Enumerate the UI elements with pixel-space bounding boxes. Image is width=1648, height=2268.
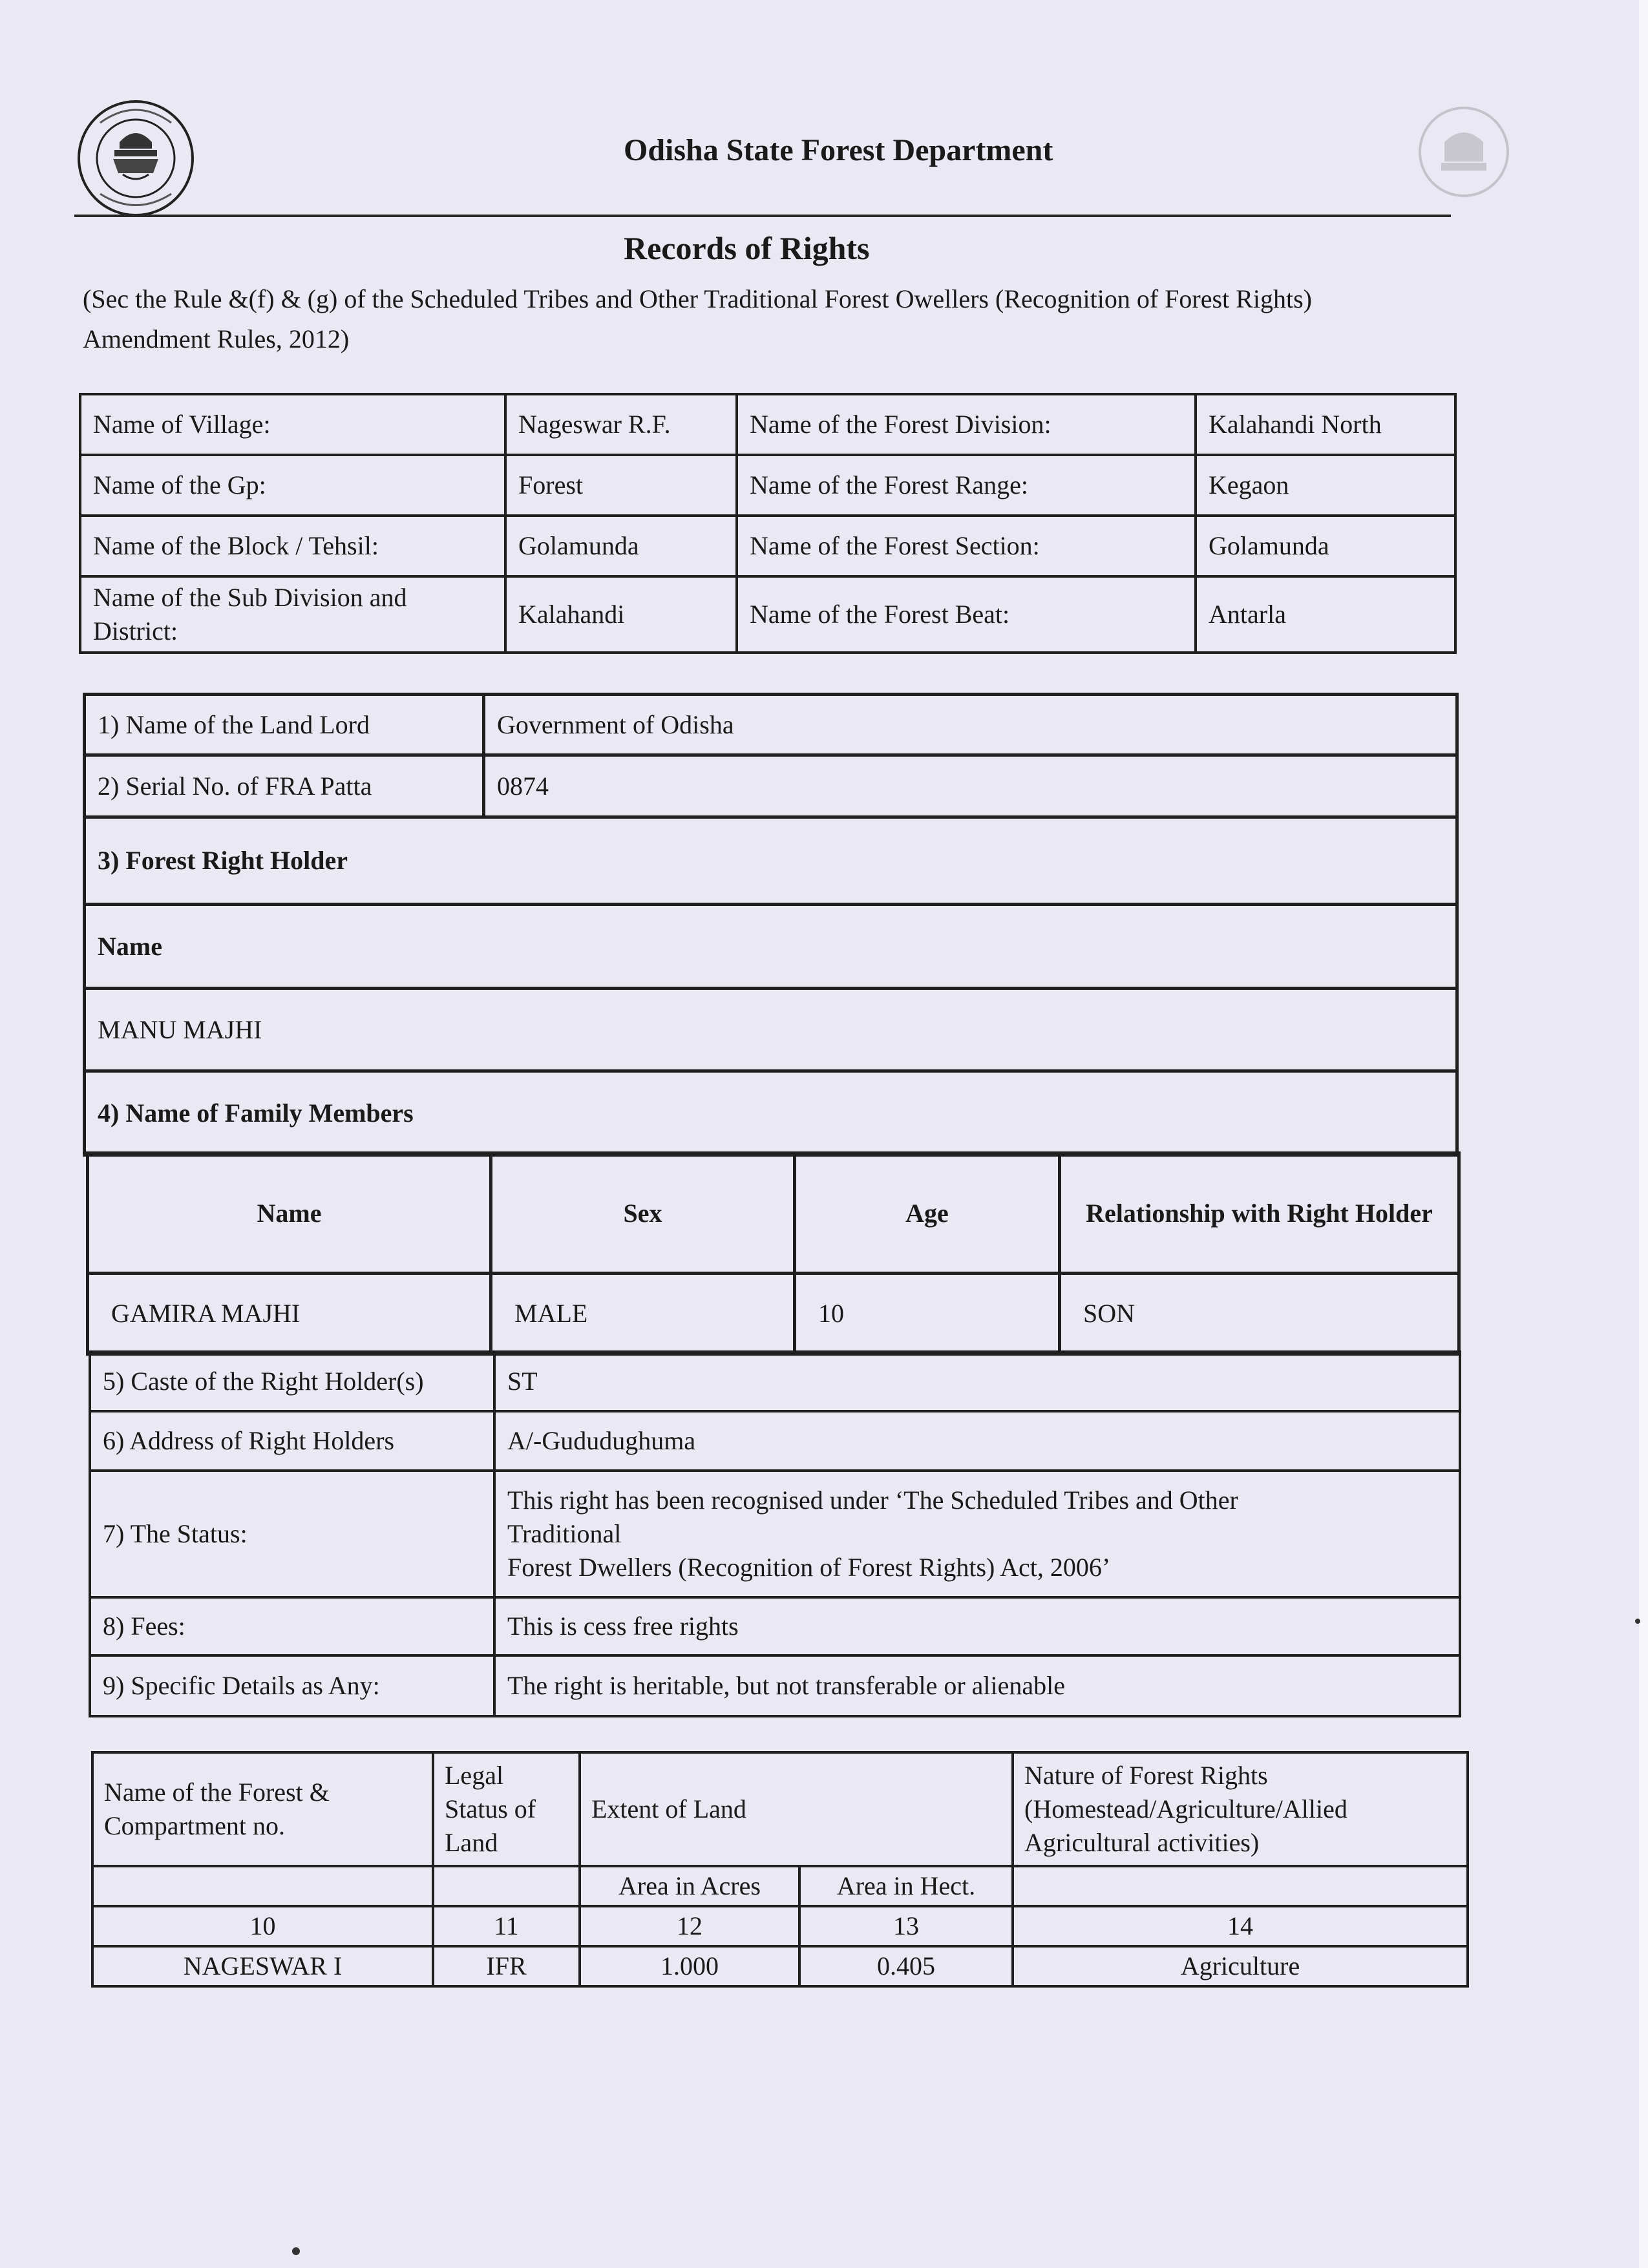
col-extent-of-land: Extent of Land [580,1752,1013,1866]
section-label: Name of the Forest Section: [737,516,1196,576]
family-member-name: GAMIRA MAJHI [88,1274,491,1354]
column-number: 14 [1013,1906,1468,1946]
page-edge [1639,0,1648,2268]
range-value: Kegaon [1196,455,1455,516]
division-value: Kalahandi North [1196,394,1455,455]
details-table [89,1350,1461,1717]
family-header-relationship: Relationship with Right Holder [1060,1153,1459,1274]
section-value: Golamunda [1196,516,1455,576]
status-line-1: This right has been recognised under ‘The Scheduled Tribes and Other [507,1486,1238,1515]
blank-cell [1013,1866,1468,1906]
status-value [494,1471,1460,1597]
name-heading: Name [85,905,1457,989]
status-line-2: Traditional [507,1519,622,1548]
nature-of-rights-value: Agriculture [1013,1946,1468,1986]
right-holder-table [83,693,1459,1157]
address-label: 6) Address of Right Holders [90,1411,494,1471]
column-number: 13 [799,1906,1013,1946]
subdivision-value: Kalahandi [505,576,737,653]
odisha-state-emblem-icon [74,97,197,220]
col-legal-status: Legal Status of Land [433,1752,580,1866]
document-title: Records of Rights [624,230,870,266]
column-number: 10 [92,1906,433,1946]
family-header-age: Age [795,1153,1060,1274]
column-number: 12 [580,1906,799,1946]
column-number: 11 [433,1906,580,1946]
family-members-table [86,1151,1461,1356]
area-hect-value: 0.405 [799,1946,1013,1986]
fees-value: This is cess free rights [494,1597,1460,1655]
block-label: Name of the Block / Tehsil: [80,516,505,576]
beat-value: Antarla [1196,576,1455,653]
col-nature-of-rights: Nature of Forest Rights (Homestead/Agriculture/Allied Agricultural activities) [1013,1752,1468,1866]
ink-speck [1635,1619,1640,1624]
fees-label: 8) Fees: [90,1597,494,1655]
block-value: Golamunda [505,516,737,576]
department-title: Odisha State Forest Department [624,133,1053,167]
sub-area-acres: Area in Acres [580,1866,799,1906]
beat-label: Name of the Forest Beat: [737,576,1196,653]
faded-emblem-icon [1415,103,1512,200]
caste-value: ST [494,1352,1460,1411]
blank-cell [433,1866,580,1906]
range-label: Name of the Forest Range: [737,455,1196,516]
subdivision-label: Name of the Sub Division and District: [80,576,505,653]
village-label: Name of Village: [80,394,505,455]
blank-cell [92,1866,433,1906]
sub-area-hect: Area in Hect. [799,1866,1013,1906]
family-member-sex: MALE [491,1274,795,1354]
address-value: A/-Gududughuma [494,1411,1460,1471]
gp-label: Name of the Gp: [80,455,505,516]
document-subtitle: (Sec the Rule &(f) & (g) of the Scheduled Tribes and Other Traditional Forest Owellers (Recognition of Forest Rights) Amendment Rules, 2012) [83,284,1312,353]
forest-compartment-value: NAGESWAR I [92,1946,433,1986]
gp-value: Forest [505,455,737,516]
family-header-sex: Sex [491,1153,795,1274]
status-line-3: Forest Dwellers (Recognition of Forest Rights) Act, 2006’ [507,1553,1111,1582]
holder-heading: 3) Forest Right Holder [85,817,1457,905]
legal-status-value: IFR [433,1946,580,1986]
ink-speck [292,2247,300,2255]
specific-value: The right is heritable, but not transferable or alienable [494,1655,1460,1716]
land-table [91,1751,1469,1988]
serial-value: 0874 [484,755,1457,817]
caste-label: 5) Caste of the Right Holder(s) [90,1352,494,1411]
location-table [79,393,1457,654]
family-member-age: 10 [795,1274,1060,1354]
village-value: Nageswar R.F. [505,394,737,455]
table-row [92,1946,1468,1986]
area-acres-value: 1.000 [580,1946,799,1986]
specific-label: 9) Specific Details as Any: [90,1655,494,1716]
landlord-label: 1) Name of the Land Lord [85,695,484,755]
serial-label: 2) Serial No. of FRA Patta [85,755,484,817]
header-divider [74,215,1451,217]
family-heading: 4) Name of Family Members [85,1071,1457,1155]
holder-name: MANU MAJHI [85,989,1457,1071]
table-row [88,1274,1459,1354]
family-member-relationship: SON [1060,1274,1459,1354]
col-forest-compartment: Name of the Forest & Compartment no. [92,1752,433,1866]
division-label: Name of the Forest Division: [737,394,1196,455]
family-header-name: Name [88,1153,491,1274]
status-label: 7) The Status: [90,1471,494,1597]
landlord-value: Government of Odisha [484,695,1457,755]
